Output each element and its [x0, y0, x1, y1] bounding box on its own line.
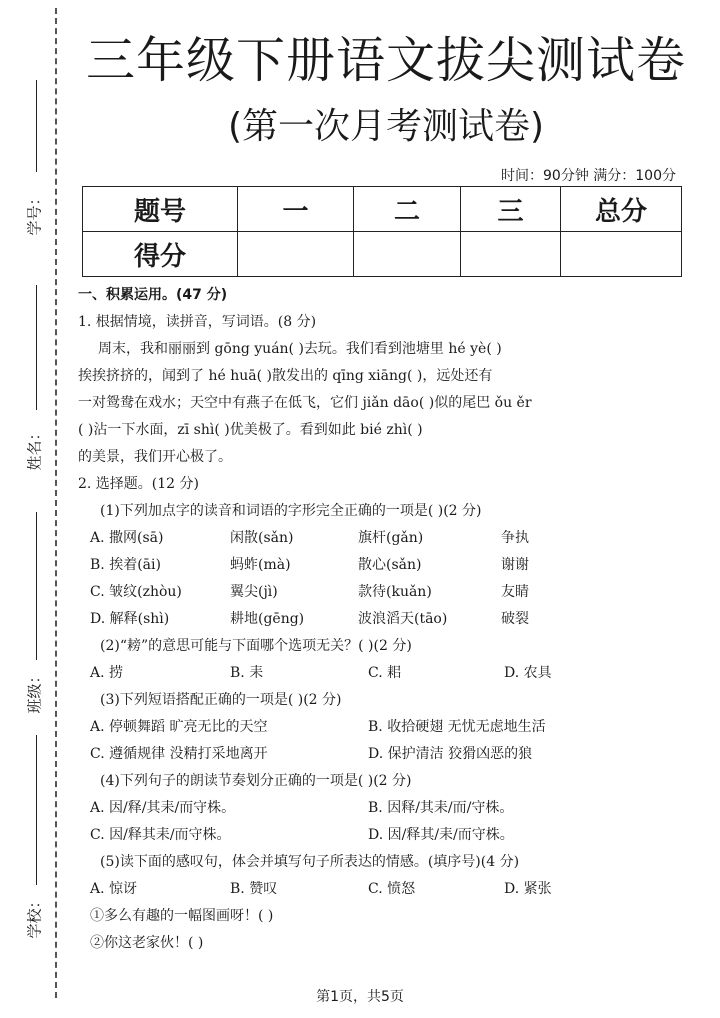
- option-word: 旗杆(gǎn): [358, 530, 424, 546]
- banji-label: 班级：: [25, 668, 44, 714]
- xuexiao-label: 学校：: [25, 893, 44, 939]
- option-word: 耕地(gēng): [230, 611, 305, 627]
- q2-3-option-row: [78, 741, 688, 768]
- q2-5-item: ①多么有趣的一幅图画呀！( ): [90, 908, 274, 924]
- xingming-rule: [36, 285, 37, 410]
- option[interactable]: C. 愤怒: [368, 881, 416, 897]
- q2-1-stem: (1)下列加点字的读音和词语的字形完全正确的一项是( )(2 分): [100, 503, 482, 519]
- option-word: 翼尖(jì): [230, 584, 278, 600]
- exam-subtitle: (第一次月考测试卷): [227, 106, 545, 147]
- q2-4-option-row: [78, 822, 688, 849]
- xingming-label: 姓名：: [25, 425, 44, 471]
- q2-1-option-row: [78, 606, 688, 633]
- q2-4-stem: (4)下列句子的朗读节奏划分正确的一项是( )(2 分): [100, 773, 412, 789]
- q2-5-stem: (5)读下面的感叹句，体会并填写句子所表达的情感。(填序号)(4 分): [100, 854, 520, 870]
- option[interactable]: B. 收拾硬翅 无忧无虑地生活: [368, 719, 546, 735]
- option-word: 破裂: [501, 611, 529, 627]
- option-word: 闲散(sǎn): [230, 530, 294, 546]
- score-header-cell: 一: [238, 187, 354, 232]
- q2-1-option-row: [78, 579, 688, 606]
- exam-title: 三年级下册语文拔尖测试卷: [85, 32, 686, 89]
- q2-1-option-row: [78, 552, 688, 579]
- page-footer: 第1页，共5页: [316, 989, 404, 1005]
- q1-title: 1. 根据情境，读拼音，写词语。(8 分): [78, 314, 317, 330]
- q1-line: 周末，我和丽丽到 gōng yuán( )去玩。我们看到池塘里 hé yè( ): [98, 341, 502, 357]
- score-table: [82, 186, 682, 277]
- banji-rule: [36, 512, 37, 660]
- q2-title: 2. 选择题。(12 分): [78, 476, 199, 492]
- option[interactable]: D. 紧张: [504, 881, 552, 897]
- option[interactable]: C. 皱纹(zhòu): [90, 584, 182, 600]
- q1-line: 挨挨挤挤的，闻到了 hé huā( )散发出的 qīng xiāng( )，远处还有: [78, 368, 493, 384]
- option-word: 蚂蚱(mà): [230, 557, 291, 573]
- q2-5-item: ②你这老家伙！( ): [90, 935, 204, 951]
- q2-4-option-row: [78, 795, 688, 822]
- score-header-row: [83, 187, 682, 232]
- option[interactable]: B. 挨着(āi): [90, 557, 161, 573]
- option[interactable]: B. 耒: [230, 665, 264, 681]
- xuehao-label: 学号：: [25, 190, 44, 236]
- score-header-cell: 二: [354, 187, 461, 232]
- option-word: 散心(sǎn): [358, 557, 422, 573]
- score-header-cell: 三: [461, 187, 561, 232]
- q2-2-stem: (2)“耪”的意思可能与下面哪个选项无关？( )(2 分): [100, 638, 412, 654]
- section1-heading: 一、积累运用。(47 分): [78, 287, 228, 303]
- option-word: 波浪滔天(tāo): [358, 611, 448, 627]
- score-header-cell: 总分: [561, 187, 682, 232]
- q2-3-option-row: [78, 714, 688, 741]
- q2-5-option-row: [78, 876, 688, 903]
- xuehao-rule: [36, 80, 37, 172]
- option[interactable]: D. 解释(shì): [90, 611, 170, 627]
- option[interactable]: B. 赞叹: [230, 881, 278, 897]
- option[interactable]: C. 因/释其耒/而守株。: [90, 827, 231, 843]
- option[interactable]: A. 因/释/其耒/而守株。: [90, 800, 236, 816]
- option[interactable]: C. 遵循规律 没精打采地离开: [90, 746, 268, 762]
- q2-3-stem: (3)下列短语搭配正确的一项是( )(2 分): [100, 692, 342, 708]
- option[interactable]: B. 因释/其耒/而/守株。: [368, 800, 514, 816]
- option[interactable]: A. 捞: [90, 665, 124, 681]
- option[interactable]: D. 保护清洁 狡猾凶恶的狼: [368, 746, 533, 762]
- xuexiao-rule: [36, 735, 37, 885]
- q1-line: ( )沾一下水面，zī shì( )优美极了。看到如此 bié zhì( ): [78, 422, 423, 438]
- q2-2-option-row: [78, 660, 688, 687]
- option-word: 谢谢: [501, 557, 529, 573]
- exam-body: [78, 282, 688, 957]
- option[interactable]: A. 惊讶: [90, 881, 138, 897]
- option[interactable]: D. 因/释其/耒/而守株。: [368, 827, 514, 843]
- option[interactable]: A. 停顿舞蹈 旷亮无比的天空: [90, 719, 268, 735]
- score-cell[interactable]: [461, 232, 561, 277]
- score-cell[interactable]: [238, 232, 354, 277]
- option-word: 友睛: [501, 584, 529, 600]
- score-row: [83, 232, 682, 277]
- score-row-label: 得分: [83, 232, 238, 277]
- binding-margin: [0, 0, 62, 1018]
- score-header-cell: 题号: [83, 187, 238, 232]
- q1-line: 一对鸳鸯在戏水；天空中有燕子在低飞，它们 jiǎn dāo( )似的尾巴 ǒu ěr: [78, 395, 532, 411]
- option-word: 争执: [501, 530, 529, 546]
- option[interactable]: D. 农具: [504, 665, 552, 681]
- score-cell[interactable]: [561, 232, 682, 277]
- cut-line: [55, 8, 57, 998]
- score-cell[interactable]: [354, 232, 461, 277]
- option[interactable]: A. 撒网(sā): [90, 530, 164, 546]
- q1-line: 的美景，我们开心极了。: [78, 449, 232, 465]
- exam-meta: 时间：90分钟 满分：100分: [501, 168, 676, 184]
- q2-1-option-row: [78, 525, 688, 552]
- option[interactable]: C. 耜: [368, 665, 402, 681]
- option-word: 款待(kuǎn): [358, 584, 432, 600]
